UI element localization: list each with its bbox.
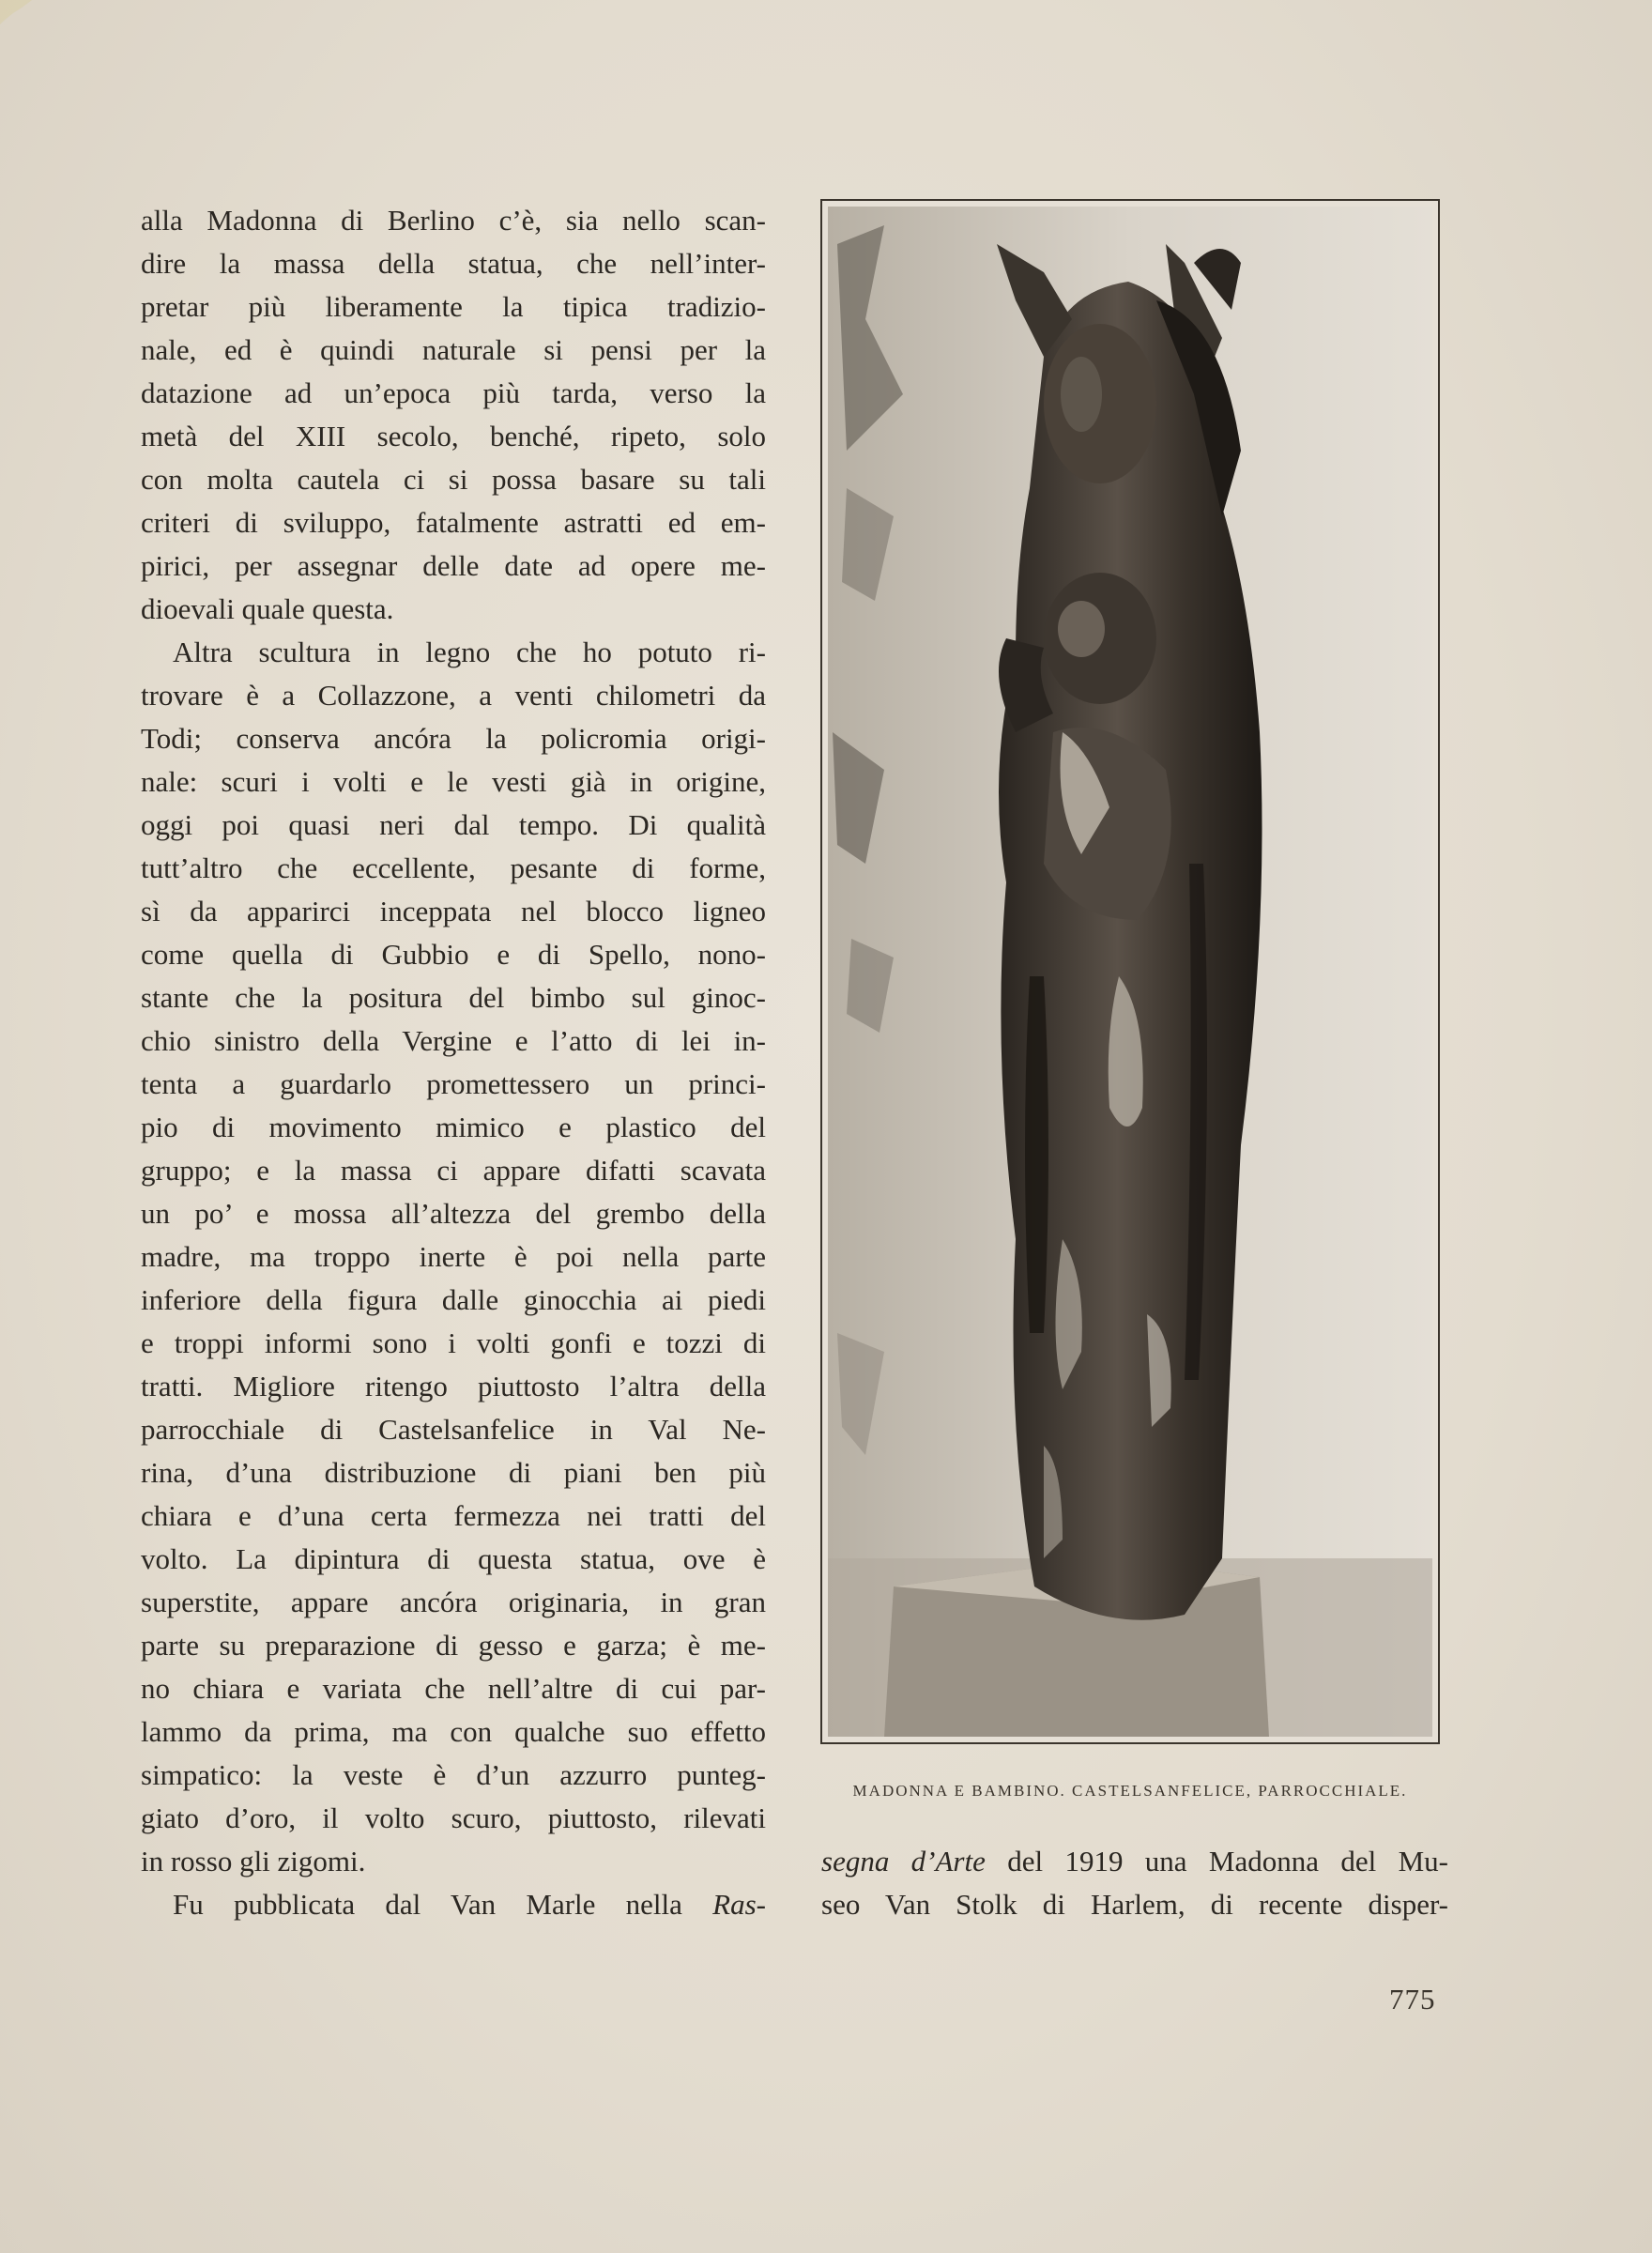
paragraph-3-start: Fu pubblicata dal Van Marle nella [173, 1888, 713, 1921]
text-line: come quella di Gubbio e di Spello, nono- [141, 938, 766, 971]
text-line: un po’ e mossa all’altezza del grembo della [141, 1197, 766, 1230]
text-line: simpatico: la veste è d’un azzurro punteg- [141, 1758, 766, 1791]
text-line: gruppo; e la massa ci appare difatti scavata [141, 1154, 766, 1187]
text-line: chiara e d’una certa fermezza nei tratti del [141, 1499, 766, 1532]
text-line [141, 1883, 766, 1926]
text-line: dioevali quale questa. [141, 592, 394, 625]
right-text-column [821, 1840, 1448, 1926]
text-line: nale, ed è quindi naturale si pensi per la [141, 333, 766, 366]
text-line: tratti. Migliore ritengo piuttosto l’altra della [141, 1370, 766, 1402]
paper-stain-mark [0, 0, 38, 28]
text-line: pirici, per assegnar delle date ad opere me- [141, 549, 766, 582]
madonna-statue-image [828, 207, 1432, 1737]
text-line: con molta cautela ci si possa basare su tali [141, 463, 766, 496]
text-line: volto. La dipintura di questa statua, ove è [141, 1542, 766, 1575]
text-line: metà del XIII secolo, benché, ripeto, solo [141, 420, 766, 452]
text-line: lammo da prima, ma con qualche suo effetto [141, 1715, 766, 1748]
text-line: in rosso gli zigomi. [141, 1845, 366, 1878]
paragraph-3-italic: Ras- [712, 1888, 766, 1921]
left-text-column [141, 199, 766, 1926]
text-line: Todi; conserva ancóra la policromia origi- [141, 722, 766, 755]
page-number: 775 [1389, 1983, 1436, 2015]
text-line: alla Madonna di Berlino c’è, sia nello scan- [141, 204, 766, 237]
text-line: seo Van Stolk di Harlem, di recente disper- [821, 1888, 1448, 1921]
text-line: chio sinistro della Vergine e l’atto di lei in- [141, 1024, 766, 1057]
text-line [821, 1840, 1448, 1883]
paragraph-1 [141, 199, 766, 631]
text-line: inferiore della figura dalle ginocchia ai piedi [141, 1283, 766, 1316]
text-line: stante che la positura del bimbo sul ginoc- [141, 981, 766, 1014]
statue-photograph [820, 199, 1440, 1744]
text-line: parte su preparazione di gesso e garza; è me- [141, 1629, 766, 1662]
paragraph-3 [141, 1883, 766, 1926]
text-line: rina, d’una distribuzione di piani ben più [141, 1456, 766, 1489]
text-line: giato d’oro, il volto scuro, piuttosto, rilevati [141, 1801, 766, 1834]
text-line: criteri di sviluppo, fatalmente astratti ed em- [141, 506, 766, 539]
text-line: datazione ad un’epoca più tarda, verso la [141, 376, 766, 409]
text-line: oggi poi quasi neri dal tempo. Di qualità [141, 808, 766, 841]
paragraph-2 [141, 631, 766, 1883]
text-line: Altra scultura in legno che ho potuto ri- [173, 636, 766, 668]
text-line: superstite, appare ancóra originaria, in gran [141, 1586, 766, 1618]
text-line: parrocchiale di Castelsanfelice in Val Ne- [141, 1413, 766, 1446]
text-line: no chiara e variata che nell’altre di cui par- [141, 1672, 766, 1705]
figure-caption: MADONNA E BAMBINO. CASTELSANFELICE, PARROCCHIALE. [852, 1782, 1408, 1800]
text-line: tenta a guardarlo promettessero un princi- [141, 1067, 766, 1100]
text-line: sì da apparirci inceppata nel blocco ligneo [141, 895, 766, 927]
text-line: madre, ma troppo inerte è poi nella parte [141, 1240, 766, 1273]
text-line: nale: scuri i volti e le vesti già in origine, [141, 765, 766, 798]
journal-title-italic: segna d’Arte [821, 1845, 986, 1878]
text-line: trovare è a Collazzone, a venti chilometri da [141, 679, 766, 712]
text-line: pio di movimento mimico e plastico del [141, 1111, 766, 1143]
text-line: e troppi informi sono i volti gonfi e tozzi di [141, 1326, 766, 1359]
text-line: tutt’altro che eccellente, pesante di forme, [141, 851, 766, 884]
text-line: pretar più liberamente la tipica tradizio- [141, 290, 766, 323]
text-line-rest: del 1919 una Madonna del Mu- [985, 1845, 1448, 1878]
text-line: dire la massa della statua, che nell’inter- [141, 247, 766, 280]
